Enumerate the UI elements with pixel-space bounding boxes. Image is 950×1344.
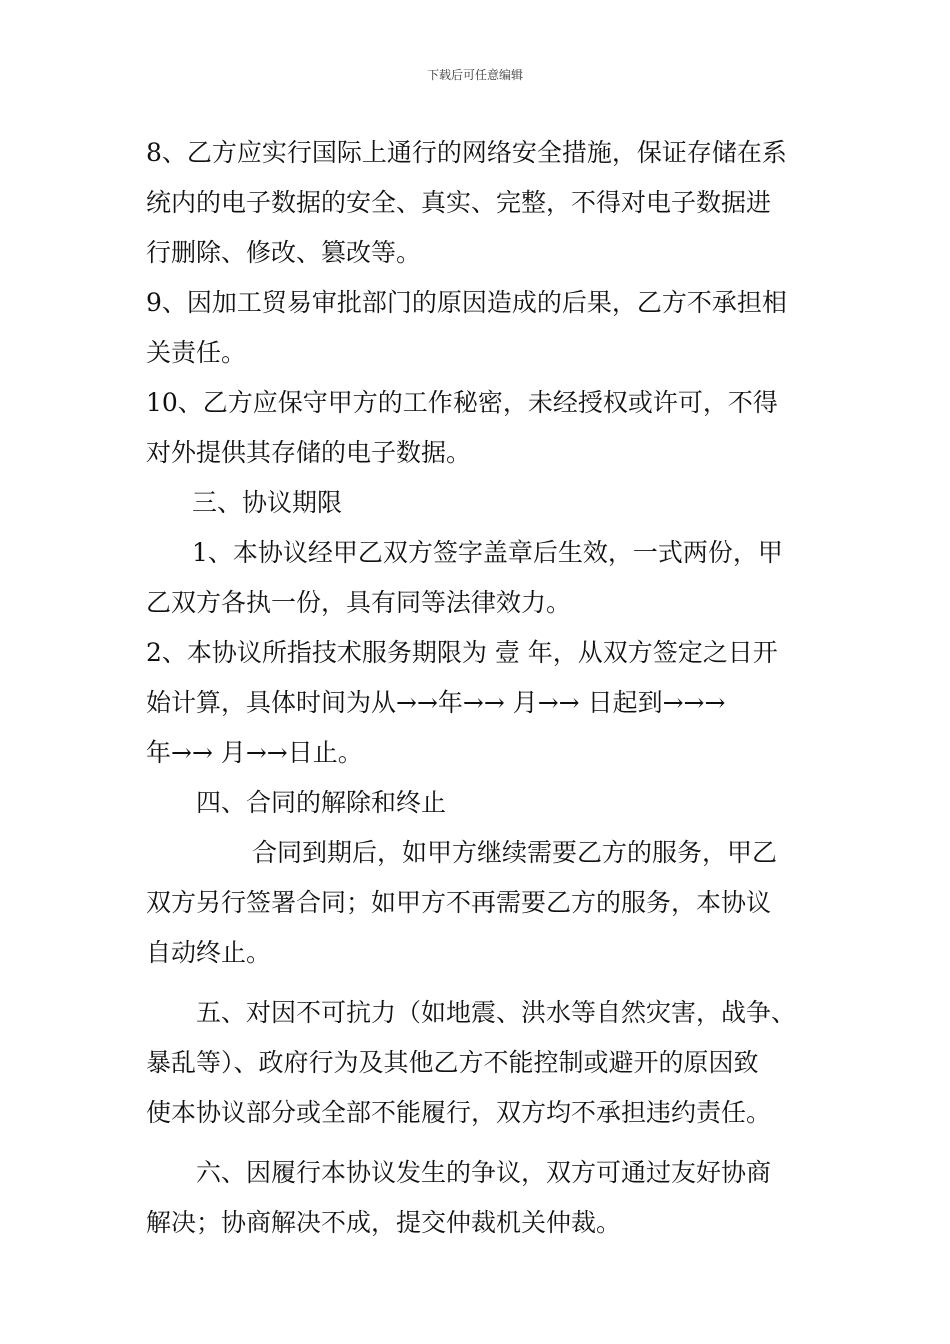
text-line: 六、因履行本协议发生的争议，双方可通过友好协商 bbox=[196, 1158, 772, 1187]
header-note: 下载后可任意编辑 bbox=[426, 68, 523, 82]
text-line: 1、本协议经甲乙双方签字盖章后生效，一式两份，甲 bbox=[192, 538, 783, 567]
text-line: 8、乙方应实行国际上通行的网络安全措施，保证存储在系 bbox=[146, 138, 787, 167]
text-line: 五、对因不可抗力（如地震、洪水等自然灾害，战争、 bbox=[196, 998, 797, 1027]
text-line: 合同到期后，如甲方继续需要乙方的服务，甲乙 bbox=[252, 838, 778, 867]
text-line: 年→→ 月→→日止。 bbox=[146, 738, 363, 767]
paragraph-gap bbox=[146, 978, 814, 988]
text-line: 对外提供其存储的电子数据。 bbox=[146, 438, 472, 467]
text-line: 双方另行签署合同；如甲方不再需要乙方的服务，本协议 bbox=[146, 888, 772, 917]
text-line: 9、因加工贸易审批部门的原因造成的后果，乙方不承担相 bbox=[146, 288, 787, 317]
text-line: 自动终止。 bbox=[146, 938, 272, 967]
text-line: 解决；协商解决不成，提交仲裁机关仲裁。 bbox=[146, 1208, 622, 1237]
section-heading: 四、合同的解除和终止 bbox=[196, 788, 447, 817]
text-line: 统内的电子数据的安全、真实、完整，不得对电子数据进 bbox=[146, 188, 772, 217]
section-heading: 三、协议期限 bbox=[192, 488, 343, 517]
text-line: 乙双方各执一份，具有同等法律效力。 bbox=[146, 588, 572, 617]
document-body bbox=[146, 128, 814, 1248]
text-line: 始计算，具体时间为从→→年→→ 月→→ 日起到→→→ bbox=[146, 688, 726, 717]
text-line: 2、本协议所指技术服务期限为 壹 年，从双方签定之日开 bbox=[146, 638, 778, 667]
text-line: 10、乙方应保守甲方的工作秘密，未经授权或许可，不得 bbox=[146, 388, 778, 417]
text-line: 关责任。 bbox=[146, 338, 247, 367]
text-line: 使本协议部分或全部不能履行，双方均不承担违约责任。 bbox=[146, 1098, 772, 1127]
text-line: 暴乱等）、政府行为及其他乙方不能控制或避开的原因致 bbox=[146, 1048, 759, 1077]
paragraph-gap bbox=[146, 1138, 814, 1148]
text-line: 行删除、修改、篡改等。 bbox=[146, 238, 422, 267]
